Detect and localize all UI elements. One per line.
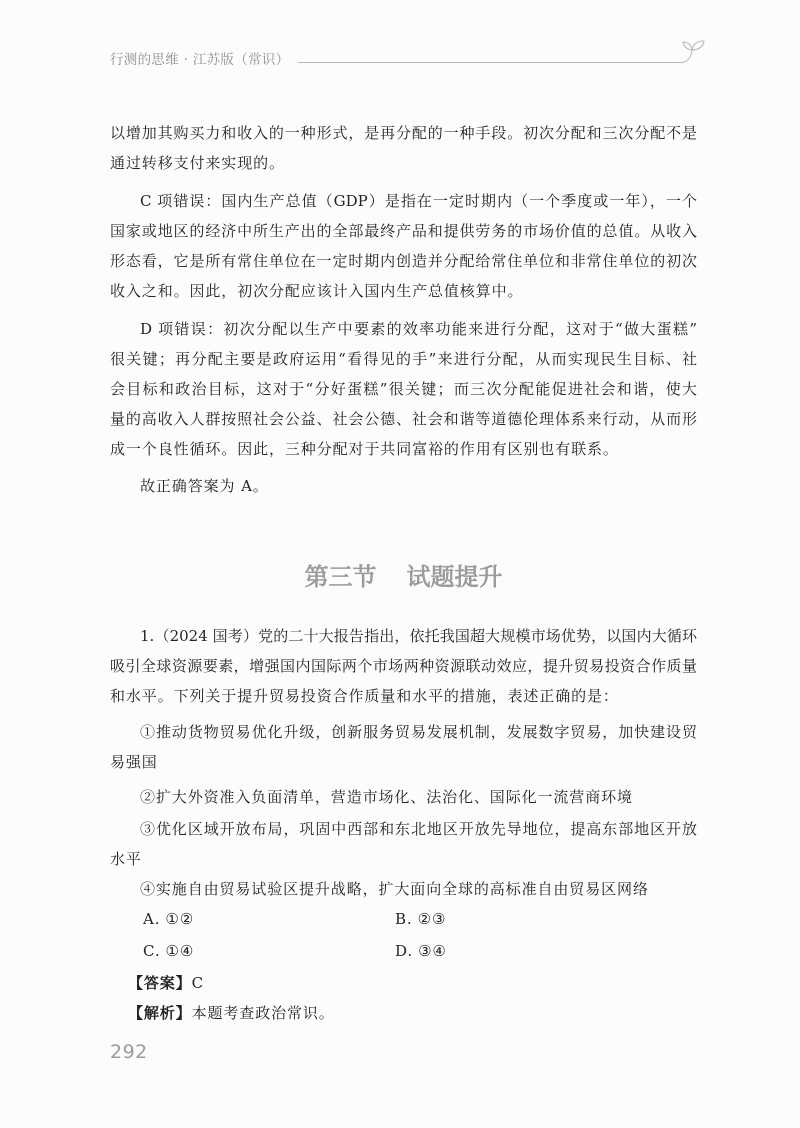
section-heading [110,557,697,597]
sprout-stem [680,50,692,63]
option-value: ①② [165,910,195,928]
option-value: ②③ [417,910,447,928]
option-label: A. [143,910,161,928]
text-line: 易强国 [110,753,158,771]
sprout-leaf-left [683,42,692,50]
text-line: 以增加其购买力和收入的一种形式，是再分配的一种手段。初次分配和三次分配不是 [110,124,697,142]
section-number: 第三节 [304,563,377,591]
header-rule [298,62,681,63]
option-label: D. [395,942,414,960]
text-line: 1.（2024 国考）党的二十大报告指出，依托我国超大规模市场优势，以国内大循环 [140,627,697,645]
option-value: ③④ [418,942,447,960]
answer-line [110,968,697,998]
text-line: ④实施自由贸易试验区提升战略，扩大面向全球的高标准自由贸易区网络 [140,880,649,898]
text-line: ②扩大外资准入负面清单，营造市场化、法治化、国际化一流营商环境 [140,788,633,806]
explanation-line [110,998,697,1028]
option-label: B. [395,910,413,928]
analysis-paragraph-option-c [110,186,697,306]
text-line: 国家或地区的经济中所生产出的全部最终产品和提供劳务的市场价值的总值。从收入 [110,222,697,240]
section-title: 试题提升 [406,563,503,591]
explanation-label: 【解析】 [128,1004,192,1022]
text-line: 和水平。下列关于提升贸易投资合作质量和水平的措施，表述正确的是： [110,687,619,705]
option-value: ①④ [165,942,195,960]
option-d [395,936,647,966]
analysis-paragraph-option-d [110,314,697,464]
page-number: 292 [110,1041,148,1063]
question-statement-4 [110,874,697,904]
option-c [143,936,395,966]
options-row-1 [110,904,697,934]
analysis-conclusion: 故正确答案为 A。 [140,477,269,495]
text-line: ③优化区域开放布局，巩固中西部和东北地区开放先导地位，提高东部地区开放 [140,820,697,838]
text-line: 量的高收入人群按照社会公益、社会公德、社会和谐等道德伦理体系来行动，从而形 [110,410,697,428]
text-line: 通过转移支付来实现的。 [110,154,285,172]
sprout-leaf-right [692,41,704,50]
text-line: 很关键；再分配主要是政府运用“看得见的手”来进行分配，从而实现民生目标、社 [110,350,697,368]
text-line: 会目标和政治目标，这对于“分好蛋糕”很关键；而三次分配能促进社会和谐，使大 [110,380,697,398]
text-line: 收入之和。因此，初次分配应该计入国内生产总值核算中。 [110,282,524,300]
text-line: 形态看，它是所有常住单位在一定时期内创造并分配给常住单位和非常住单位的初次 [110,252,697,270]
option-a [143,904,395,934]
question-stem [110,621,697,711]
answer-label: 【答案】 [128,974,192,992]
option-label: C. [143,942,161,960]
sprout-icon [679,38,707,66]
text-line: ①推动货物贸易优化升级，创新服务贸易发展机制，发展数字贸易，加快建设贸 [140,723,697,741]
answer-value: C [191,974,204,992]
page-content [110,118,697,1028]
question-statement-1 [110,717,697,777]
option-b [395,904,647,934]
text-line: 水平 [110,850,142,868]
running-title: 行测的思维 · 江苏版（常识） [110,52,290,68]
analysis-paragraph-continuation [110,118,697,178]
question-statement-2 [110,782,697,812]
text-line: 吸引全球资源要素，增强国内国际两个市场两种资源联动效应，提升贸易投资合作质量 [110,657,697,675]
text-line: 成一个良性循环。因此，三种分配对于共同富裕的作用有区别也有联系。 [110,440,619,458]
text-line: C 项错误：国内生产总值（GDP）是指在一定时期内（一个季度或一年），一个 [140,192,697,210]
text-line: D 项错误：初次分配以生产中要素的效率功能来进行分配，这对于“做大蛋糕” [140,320,697,338]
options-row-2 [110,936,697,966]
explanation-text: 本题考查政治常识。 [191,1004,335,1022]
question-statement-3 [110,814,697,874]
